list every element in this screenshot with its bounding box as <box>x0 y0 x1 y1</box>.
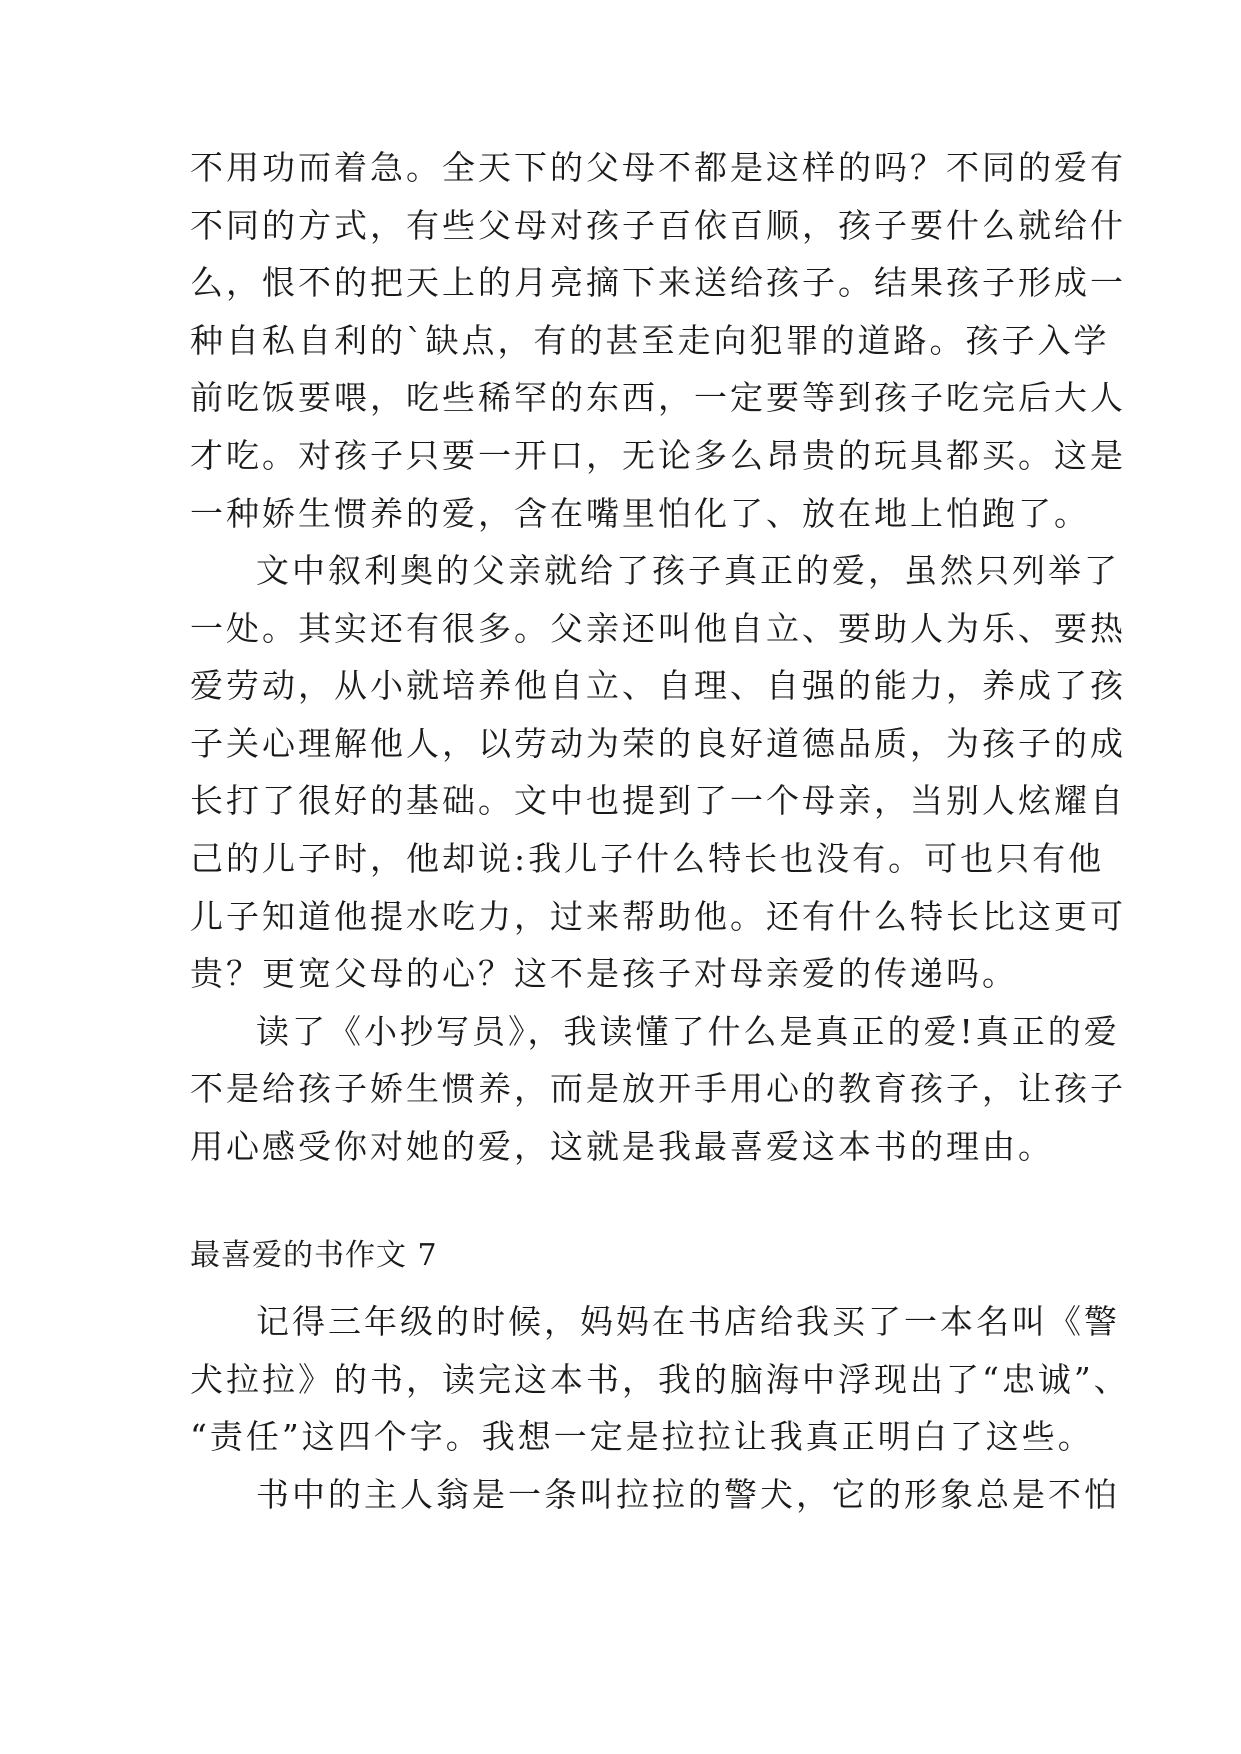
paragraph-line: 读了《小抄写员》，我读懂了什么是真正的爱!真正的爱 <box>256 1012 1120 1051</box>
paragraph-line: 才吃。对孩子只要一开口，无论多么昂贵的玩具都买。这是 <box>190 436 1126 475</box>
paragraph-line: 记得三年级的时候，妈妈在书店给我买了一本名叫《警 <box>256 1302 1120 1341</box>
paragraph-line: 用心感受你对她的爱，这就是我最喜爱这本书的理由。 <box>190 1127 1054 1166</box>
paragraph-line: 一种娇生惯养的爱，含在嘴里怕化了、放在地上怕跑了。 <box>190 494 1090 533</box>
paragraph-line: “责任”这四个字。我想一定是拉拉让我真正明白了这些。 <box>190 1417 1094 1456</box>
paragraph-line: 文中叙利奥的父亲就给了孩子真正的爱，虽然只列举了 <box>256 551 1120 590</box>
paragraph-line: 子关心理解他人，以劳动为荣的良好道德品质，为孩子的成 <box>190 724 1126 763</box>
paragraph-line: 儿子知道他提水吃力，过来帮助他。还有什么特长比这更可 <box>190 897 1126 936</box>
paragraph-line: 种自私自利的`缺点，有的甚至走向犯罪的道路。孩子入学 <box>190 321 1110 360</box>
paragraph-line: 犬拉拉》的书，读完这本书，我的脑海中浮现出了“忠诚”、 <box>190 1360 1130 1399</box>
paragraph-line: 前吃饭要喂，吃些稀罕的东西，一定要等到孩子吃完后大人 <box>190 378 1126 417</box>
paragraph-line: 长打了很好的基础。文中也提到了一个母亲，当别人炫耀自 <box>190 781 1126 820</box>
paragraph-line: 不是给孩子娇生惯养，而是放开手用心的教育孩子，让孩子 <box>190 1069 1126 1108</box>
paragraph-line: 己的儿子时，他却说:我儿子什么特长也没有。可也只有他 <box>190 839 1105 878</box>
section-heading: 最喜爱的书作文 7 <box>190 1238 438 1273</box>
paragraph-line: 不用功而着急。全天下的父母不都是这样的吗？不同的爱有 <box>190 148 1126 187</box>
paragraph-line: 一处。其实还有很多。父亲还叫他自立、要助人为乐、要热 <box>190 609 1126 648</box>
paragraph-line: 贵？更宽父母的心？这不是孩子对母亲爱的传递吗。 <box>190 954 1018 993</box>
paragraph-line: 不同的方式，有些父母对孩子百依百顺，孩子要什么就给什 <box>190 206 1126 245</box>
paragraph-line: 书中的主人翁是一条叫拉拉的警犬，它的形象总是不怕 <box>256 1475 1120 1514</box>
paragraph-line: 爱劳动，从小就培养他自立、自理、自强的能力，养成了孩 <box>190 666 1126 705</box>
paragraph-line: 么，恨不的把天上的月亮摘下来送给孩子。结果孩子形成一 <box>190 263 1126 302</box>
